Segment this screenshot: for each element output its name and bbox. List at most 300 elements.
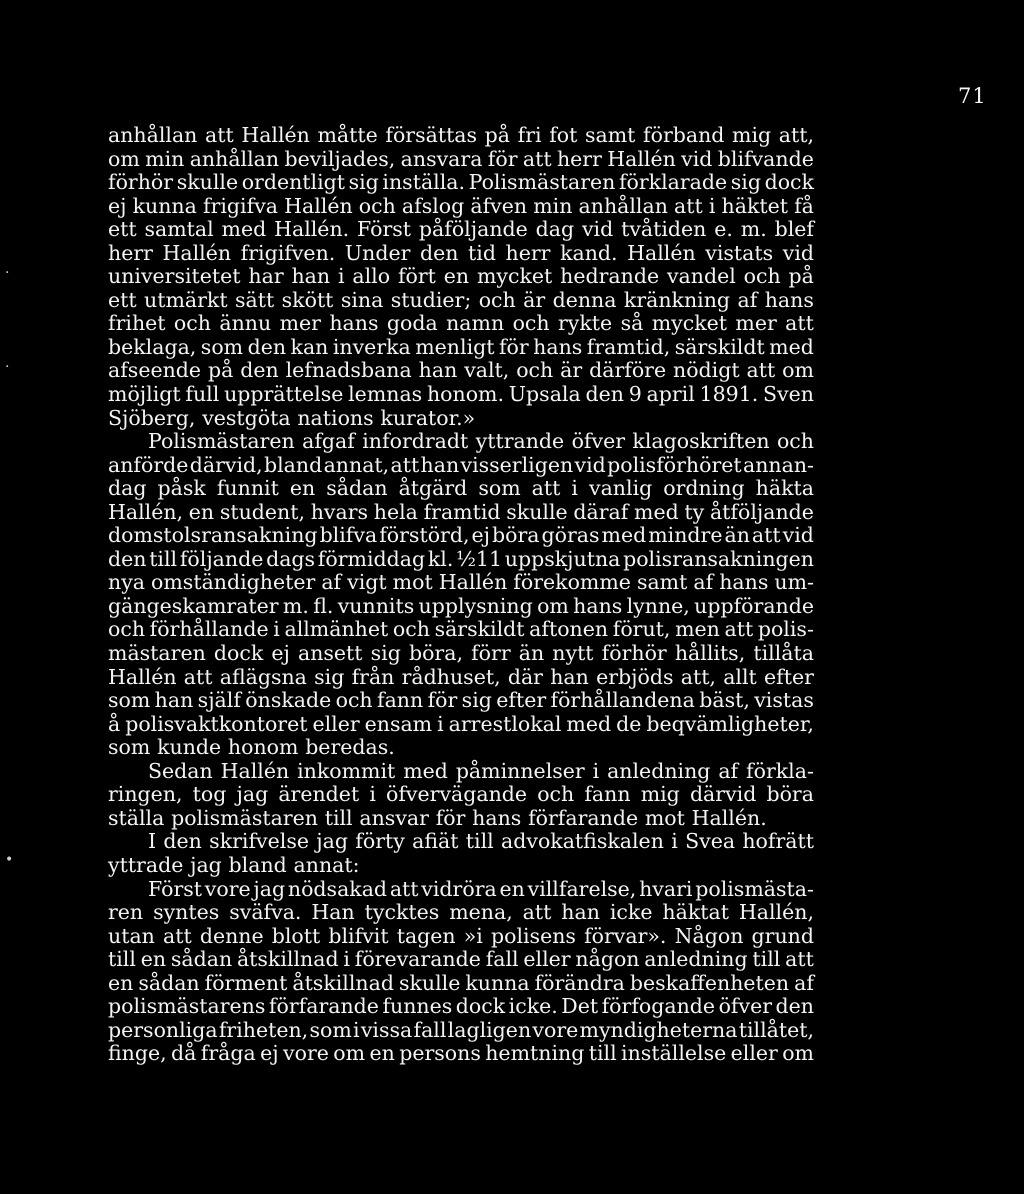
word: därföre [589,358,667,383]
word: för [498,334,529,359]
word: ansvar [359,805,429,830]
word: m. [282,593,309,618]
word: icke. [508,994,558,1019]
word: ännu [219,311,272,336]
word: mycket [651,311,727,336]
word: vid [782,240,814,265]
word: persons [399,1041,481,1066]
text-line [108,1019,814,1043]
word: förkla- [746,758,814,783]
word: hofrätt [742,829,814,854]
word: friheten, [218,1017,309,1042]
word: en [499,876,525,901]
word: polisens [490,923,576,948]
word: inverka [332,334,411,359]
word: eller [312,711,360,736]
word: lynne, [626,593,690,618]
word: polisransakningen [623,546,814,571]
word: hemtning [485,1041,585,1066]
word: böra [491,523,540,548]
word: beklaga, [108,334,197,359]
word: och [537,782,575,807]
word: upplysning [418,593,533,618]
word: om [108,146,140,171]
word: som [200,334,244,359]
word: valt, [464,358,510,383]
word: med [221,217,267,242]
word: sådan [326,476,388,501]
word: kl. [427,546,454,571]
word: tillåta [753,641,814,666]
word: polismästa- [695,876,814,901]
margin-mark: · [5,265,10,281]
word: med [566,711,612,736]
word: Under [344,240,411,265]
word: till [752,947,781,972]
word: till [588,1041,617,1066]
word: ej [108,193,127,218]
word: lagligen [447,1017,532,1042]
word: vissa [360,1017,413,1042]
word: afgaf [302,429,355,454]
word: ty [684,499,705,524]
word: nations [297,405,374,430]
word: vunnits [337,593,415,618]
word: af [718,758,739,783]
word: att [205,123,234,147]
word: för [435,805,466,830]
word: särskildt [434,617,525,642]
word: förstörd, [379,523,470,548]
text-line [108,878,814,902]
word: sina [340,287,384,312]
text-line [108,359,814,383]
word: mycket [476,264,553,289]
word: påsk [157,476,206,501]
word: grund [751,923,814,948]
word: dock [455,994,506,1019]
word: arrestlokal [448,711,562,736]
word: häktet [721,193,788,218]
word: dag [535,217,575,242]
word: och [478,287,516,312]
word: däraf [573,499,629,524]
word: att [390,452,420,477]
word: i [571,476,578,501]
word: förut, [612,617,671,642]
word: inkommit [297,758,396,783]
word: få [794,193,814,218]
word: denne [199,923,264,948]
word: ensam [364,711,433,736]
word: jag [253,876,286,901]
word: anledning [607,758,711,783]
word: af [794,970,814,995]
word: herr [556,146,602,171]
word: den [163,829,202,854]
text-line [108,171,814,195]
word: yttrade [108,852,184,877]
word: af [321,570,342,595]
word: om [782,358,814,383]
word: i [369,782,376,807]
word: Sjöberg, [108,405,196,430]
word: till [149,546,178,571]
word: i [343,947,350,972]
word: att, [778,123,814,147]
word: afiät [412,829,459,854]
word: annan- [742,452,814,477]
word: anledning [644,947,748,972]
word: öfver [718,994,773,1019]
word: förfogande [601,994,716,1019]
word: polismästaren [171,805,318,830]
text-line [108,548,814,572]
word: i [671,829,678,854]
word: nödsakad [287,876,388,901]
word: klagoskriften [632,429,770,454]
word: hållits, [674,641,746,666]
word: e. [714,217,733,242]
text-line [108,830,814,854]
word: en [443,264,470,289]
word: anhållan [189,146,280,171]
word: så [620,311,644,336]
word: att [751,523,781,548]
word: bland [228,852,287,877]
word: min [145,146,185,171]
word: framtid, [586,334,671,359]
word: frigifva [202,193,278,218]
word: dags [266,546,316,571]
word: ett [108,287,137,312]
word: som [108,735,151,760]
word: påföljande [418,217,528,242]
word: menligt [415,334,495,359]
word: i [273,617,280,642]
word: den [420,240,459,265]
text-line [108,336,814,360]
text-line [108,595,814,619]
word: Det [561,994,599,1019]
word: beredas. [305,735,395,760]
word: Hallén. [691,805,767,830]
word: och [516,358,554,383]
word: aftonen [529,617,609,642]
word: tagen [396,923,456,948]
word: sig [370,641,401,666]
word: advokatfiskalen [501,829,664,854]
word: på [484,123,511,147]
word: vid [782,523,814,548]
word: att [785,947,814,972]
word: anhållan [108,123,198,147]
word: icke [609,900,653,925]
word: anhållan [578,193,668,218]
word: namn [446,311,505,336]
word: um- [774,570,814,595]
word: vid [681,146,713,171]
word: skrifvelse [209,829,309,854]
word: samtal [144,217,214,242]
word: särskildt [674,334,765,359]
word: omständigheter [151,570,316,595]
word: studier; [390,287,472,312]
word: själf [197,688,241,713]
word: i [353,1017,360,1042]
word: myndigheterna [579,1017,738,1042]
text-line [108,242,814,266]
word: häktat [662,900,729,925]
word: där [507,664,543,689]
word: å [108,711,121,736]
word: jag [190,852,222,877]
word: hans [573,593,623,618]
word: jag [316,829,348,854]
word: fört [397,264,436,289]
text-line [108,148,814,172]
text-line [108,713,814,737]
word: dock [764,170,814,195]
word: sig [461,688,492,713]
word: han [561,900,600,925]
text-line [108,524,814,548]
word: hvari [639,876,693,901]
text-line [108,124,814,148]
word: en [188,499,215,524]
text-line [108,265,814,289]
word: påminnelser [455,758,585,783]
word: samt [584,123,636,147]
word: förr [471,641,511,666]
text-line [108,618,814,642]
word: vanlig [589,476,653,501]
word: om [537,593,569,618]
word: en [289,476,316,501]
word: beviljades, [284,146,396,171]
word: student, [219,499,306,524]
word: förändra [534,970,625,995]
word: nya [108,570,146,595]
word: funnes [382,994,453,1019]
word: Hallén. [274,217,350,242]
word: och [392,617,430,642]
word: afseende [108,358,202,383]
word: ringen, [108,782,183,807]
word: skulle [176,170,239,195]
word: visserligen [460,452,574,477]
word: förhör [108,170,174,195]
text-line [108,312,814,336]
word: m. [740,217,767,242]
word: i [592,758,600,783]
word: mindre [648,523,723,548]
word: nödigt [673,358,740,383]
word: upprättelse [224,382,344,407]
word: tvåtiden [621,217,707,242]
word: samt [636,570,688,595]
word: vid [581,217,614,242]
word: Först [357,217,412,242]
word: kränkning [623,287,731,312]
word: sväfva. [229,900,302,925]
text-line [108,571,814,595]
text-line [108,1042,814,1066]
word: och [335,688,373,713]
word: har [248,264,284,289]
word: infordradt [362,429,469,454]
word: sig [730,170,761,195]
word: en [369,1041,395,1066]
word: herr [505,240,551,265]
word: ställa [108,805,165,830]
word: ordning [663,476,745,501]
text-line [108,854,814,878]
word: Polismästaren [468,170,616,195]
word: bäst, [699,688,750,713]
word: jag [236,782,269,807]
word: Sedan [148,758,213,783]
word: då [171,1041,197,1066]
word: Han [311,900,355,925]
word: tycktes [364,900,440,925]
word: polismästarens [108,994,266,1019]
word: ärendet [278,782,360,807]
word: som [309,1017,352,1042]
word: rykte [557,311,613,336]
word: för [487,146,518,171]
word: rådhuset, [401,664,501,689]
word: förband [643,123,725,147]
word: därvid [689,782,757,807]
word: af [693,570,714,595]
word: den [108,546,147,571]
word: i [437,711,444,736]
word: blifvande [717,146,814,171]
word: Hallén [241,123,310,147]
word: ej [471,523,490,548]
word: mot [644,805,685,830]
word: att [163,923,192,948]
word: i [708,193,716,218]
word: öfver [571,429,626,454]
word: Först [148,876,203,901]
word: göras [541,523,600,548]
word: för [427,688,458,713]
word: skulle [398,970,461,995]
word: den [247,334,287,359]
word: hedrande [560,264,660,289]
word: om [782,1041,814,1066]
word: kunna [465,970,530,995]
word: afslog [401,193,465,218]
word: fl. [313,593,334,618]
word: annat: [293,852,360,877]
word: den [775,994,814,1019]
word: med [634,499,679,524]
word: funnit [216,476,279,501]
word: mästaren [108,641,206,666]
word: önskade [245,688,332,713]
word: till [108,947,136,972]
word: sätt [235,287,275,312]
word: utmärkt [144,287,228,312]
word: framtid [423,499,501,524]
text-line [108,995,814,1019]
text-line [108,501,814,525]
word: häkta [755,476,814,501]
word: att [522,146,552,171]
word: anförde [108,452,189,477]
word: inställa. [382,170,466,195]
word: Sven [763,382,814,407]
word: mig [640,782,680,807]
word: ½11 [456,546,503,571]
word: annat, [323,452,390,477]
word: gängeskamrater [108,593,279,618]
word: dag [108,476,147,501]
word: och [108,617,146,642]
word: Polismästaren [148,429,295,454]
word: på [788,264,814,289]
word: han [420,452,460,477]
word: full [185,382,220,407]
word: polisförhöret [607,452,742,477]
word: i [337,264,345,289]
word: ordentligt [241,170,345,195]
word: lemnas [348,382,423,407]
word: förevarande [354,947,481,972]
word: förklarade [618,170,728,195]
word: ej [271,641,290,666]
word: på [207,358,234,383]
text-line [108,289,814,313]
word: vigt [347,570,387,595]
word: ej [260,1041,279,1066]
word: därvid, [189,452,263,477]
word: att [746,358,776,383]
word: frigifven. [240,240,336,265]
word: förty [355,829,405,854]
word: är [560,358,583,383]
word: I [148,829,157,854]
word: af [737,287,758,312]
word: böra, [408,641,463,666]
word: åtgärd [398,476,468,501]
word: han [550,664,589,689]
word: min [533,193,573,218]
word: den [240,358,279,383]
word: åtskillnad [236,947,339,972]
word: Hallén, [108,499,184,524]
word: förfarande [528,805,639,830]
word: fråga [200,1041,256,1066]
word: blifvit [328,923,389,948]
word: hans [472,805,522,830]
word: förhållande [149,617,269,642]
text-line [108,642,814,666]
word: en [140,947,167,972]
word: mer [279,311,321,336]
word: och [358,193,396,218]
word: om [333,1041,366,1066]
word: tid [468,240,496,265]
word: efter [496,688,547,713]
word: han [418,358,458,383]
text-line [108,666,814,690]
word: hela [373,499,418,524]
word: till [465,829,494,854]
